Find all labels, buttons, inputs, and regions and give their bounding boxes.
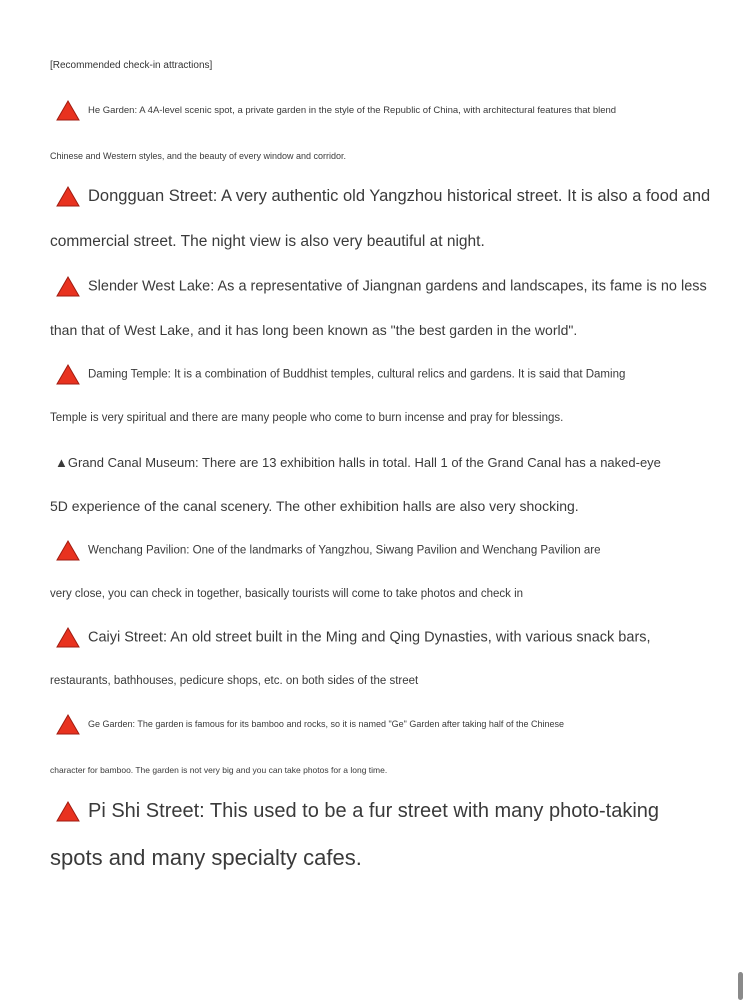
attraction-line-continued: spots and many specialty cafes. bbox=[50, 845, 362, 870]
attraction-line-continued: than that of West Lake, and it has long been known as "the best garden in the world". bbox=[50, 322, 578, 338]
attraction-line: ▲Grand Canal Museum: There are 13 exhibition halls in total. Hall 1 of the Grand Canal has a naked-eye bbox=[55, 455, 661, 470]
attraction-line-continued: character for bamboo. The garden is not very big and you can take photos for a long time. bbox=[50, 765, 388, 775]
attraction-line-continued: very close, you can check in together, basically tourists will come to take photos and check in bbox=[50, 588, 524, 600]
attraction-line-continued: restaurants, bathhouses, pedicure shops, etc. on both sides of the street bbox=[50, 675, 419, 687]
attraction-line: Ge Garden: The garden is famous for its bamboo and rocks, so it is named "Ge" Garden after taking half of the Chinese bbox=[56, 714, 564, 735]
attraction-line-continued: Chinese and Western styles, and the beauty of every window and corridor. bbox=[50, 151, 346, 161]
red-triangle-icon bbox=[56, 186, 80, 207]
red-triangle-icon bbox=[56, 364, 80, 385]
attraction-line: Dongguan Street: A very authentic old Yangzhou historical street. It is also a food and bbox=[56, 186, 710, 207]
attraction-line: Caiyi Street: An old street built in the Ming and Qing Dynasties, with various snack bars, bbox=[56, 627, 651, 648]
attraction-line: Wenchang Pavilion: One of the landmarks of Yangzhou, Siwang Pavilion and Wenchang Pavilion are bbox=[56, 540, 601, 561]
red-triangle-icon bbox=[56, 801, 80, 822]
attraction-line-continued: 5D experience of the canal scenery. The other exhibition halls are also very shocking. bbox=[50, 498, 579, 514]
attraction-line: He Garden: A 4A-level scenic spot, a private garden in the style of the Republic of China, with architectural features that blend bbox=[56, 100, 616, 121]
section-heading: [Recommended check-in attractions] bbox=[50, 60, 213, 71]
scrollbar-thumb[interactable] bbox=[738, 972, 743, 1000]
attraction-line: Pi Shi Street: This used to be a fur street with many photo-taking bbox=[56, 801, 659, 822]
attraction-line: Slender West Lake: As a representative of Jiangnan gardens and landscapes, its fame is no less bbox=[56, 276, 707, 297]
red-triangle-icon bbox=[56, 540, 80, 561]
attraction-line-continued: Temple is very spiritual and there are many people who come to burn incense and pray for blessings. bbox=[50, 412, 564, 424]
red-triangle-icon bbox=[56, 276, 80, 297]
red-triangle-icon bbox=[56, 100, 80, 121]
attraction-line-continued: commercial street. The night view is also very beautiful at night. bbox=[50, 233, 485, 250]
red-triangle-icon bbox=[56, 714, 80, 735]
attraction-line: Daming Temple: It is a combination of Buddhist temples, cultural relics and gardens. It is said that Daming bbox=[56, 364, 625, 385]
red-triangle-icon bbox=[56, 627, 80, 648]
